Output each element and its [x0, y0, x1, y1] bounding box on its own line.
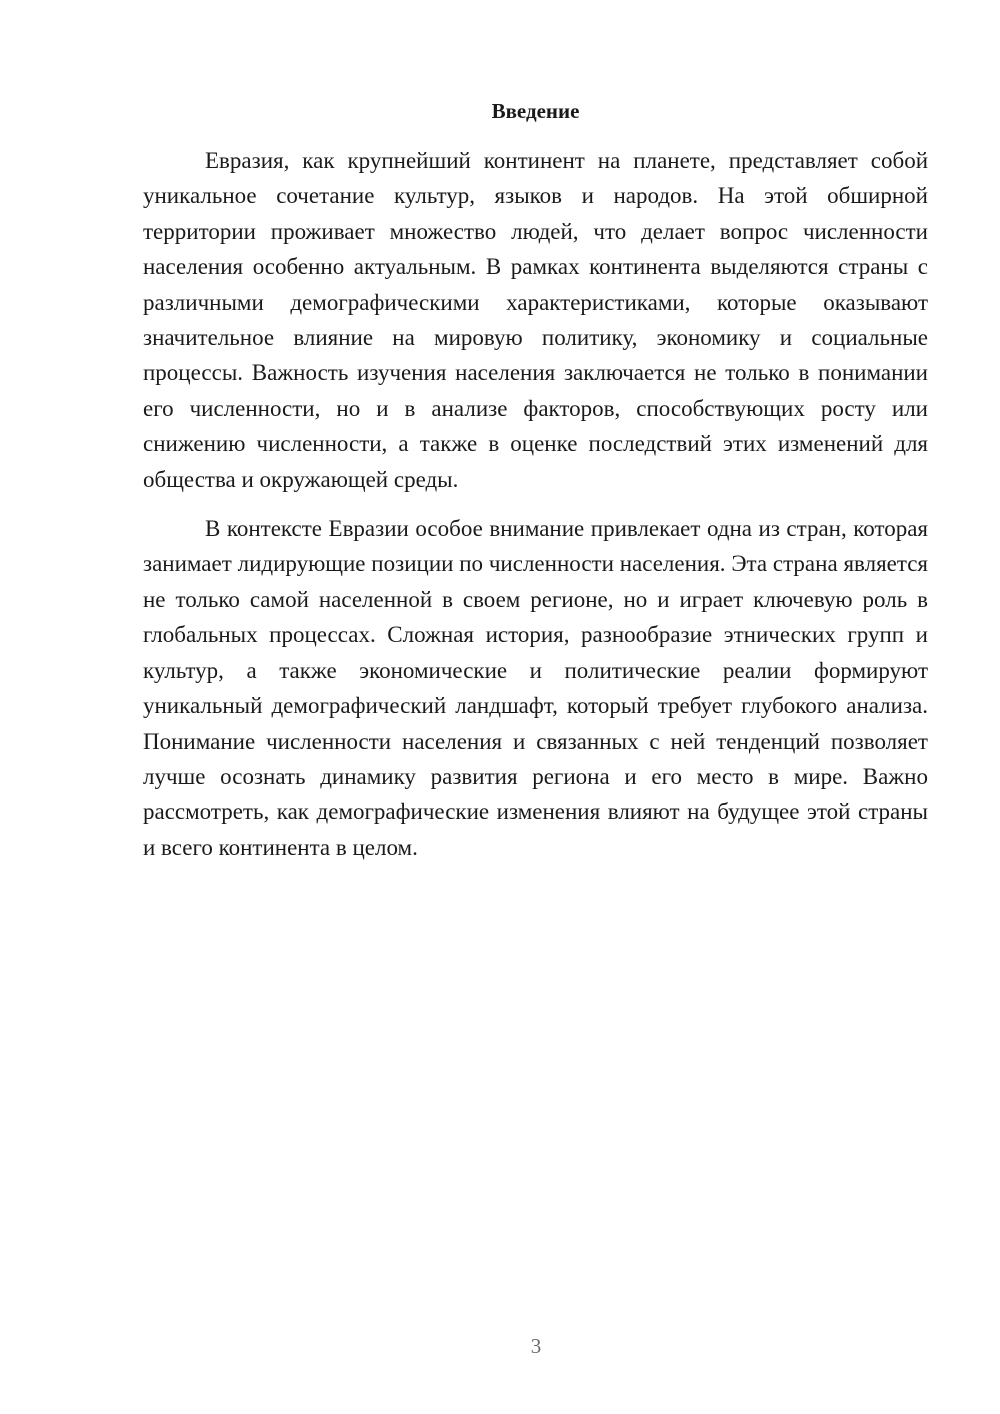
section-title: Введение — [491, 99, 580, 123]
paragraph-1: Евразия, как крупнейший континент на планете, представляет собой уникальное сочетание культур, языков и народов. На этой обширной территории проживает множество людей, что делает вопрос численности населения особенно актуальным. В рамках континента выделяются страны с различными демографическими характеристиками, которые оказывают значительное влияние на мировую политику, экономику и социальные процессы. Важность изучения населения заключается не только в понимании его численности, но и в анализе факторов, способствующих росту или снижению численности, а также в оценке последствий этих изменений для общества и окружающей среды. — [143, 148, 928, 492]
page-number: 3 — [530, 1334, 542, 1358]
paragraph-2: В контексте Евразии особое внимание привлекает одна из стран, которая занимает лидирующие позиции по численности населения. Эта страна является не только самой населенной в своем регионе, но и играет ключевую роль в глобальных процессах. Сложная история, разнообразие этнических групп и культур, а также экономические и политические реалии формируют уникальный демографический ландшафт, который требует глубокого анализа. Понимание численности населения и связанных с ней тенденций позволяет лучше осознать динамику развития региона и его место в мире. Важно рассмотреть, как демографические изменения влияют на будущее этой страны и всего континента в целом. — [143, 516, 928, 860]
page-content — [143, 93, 928, 879]
